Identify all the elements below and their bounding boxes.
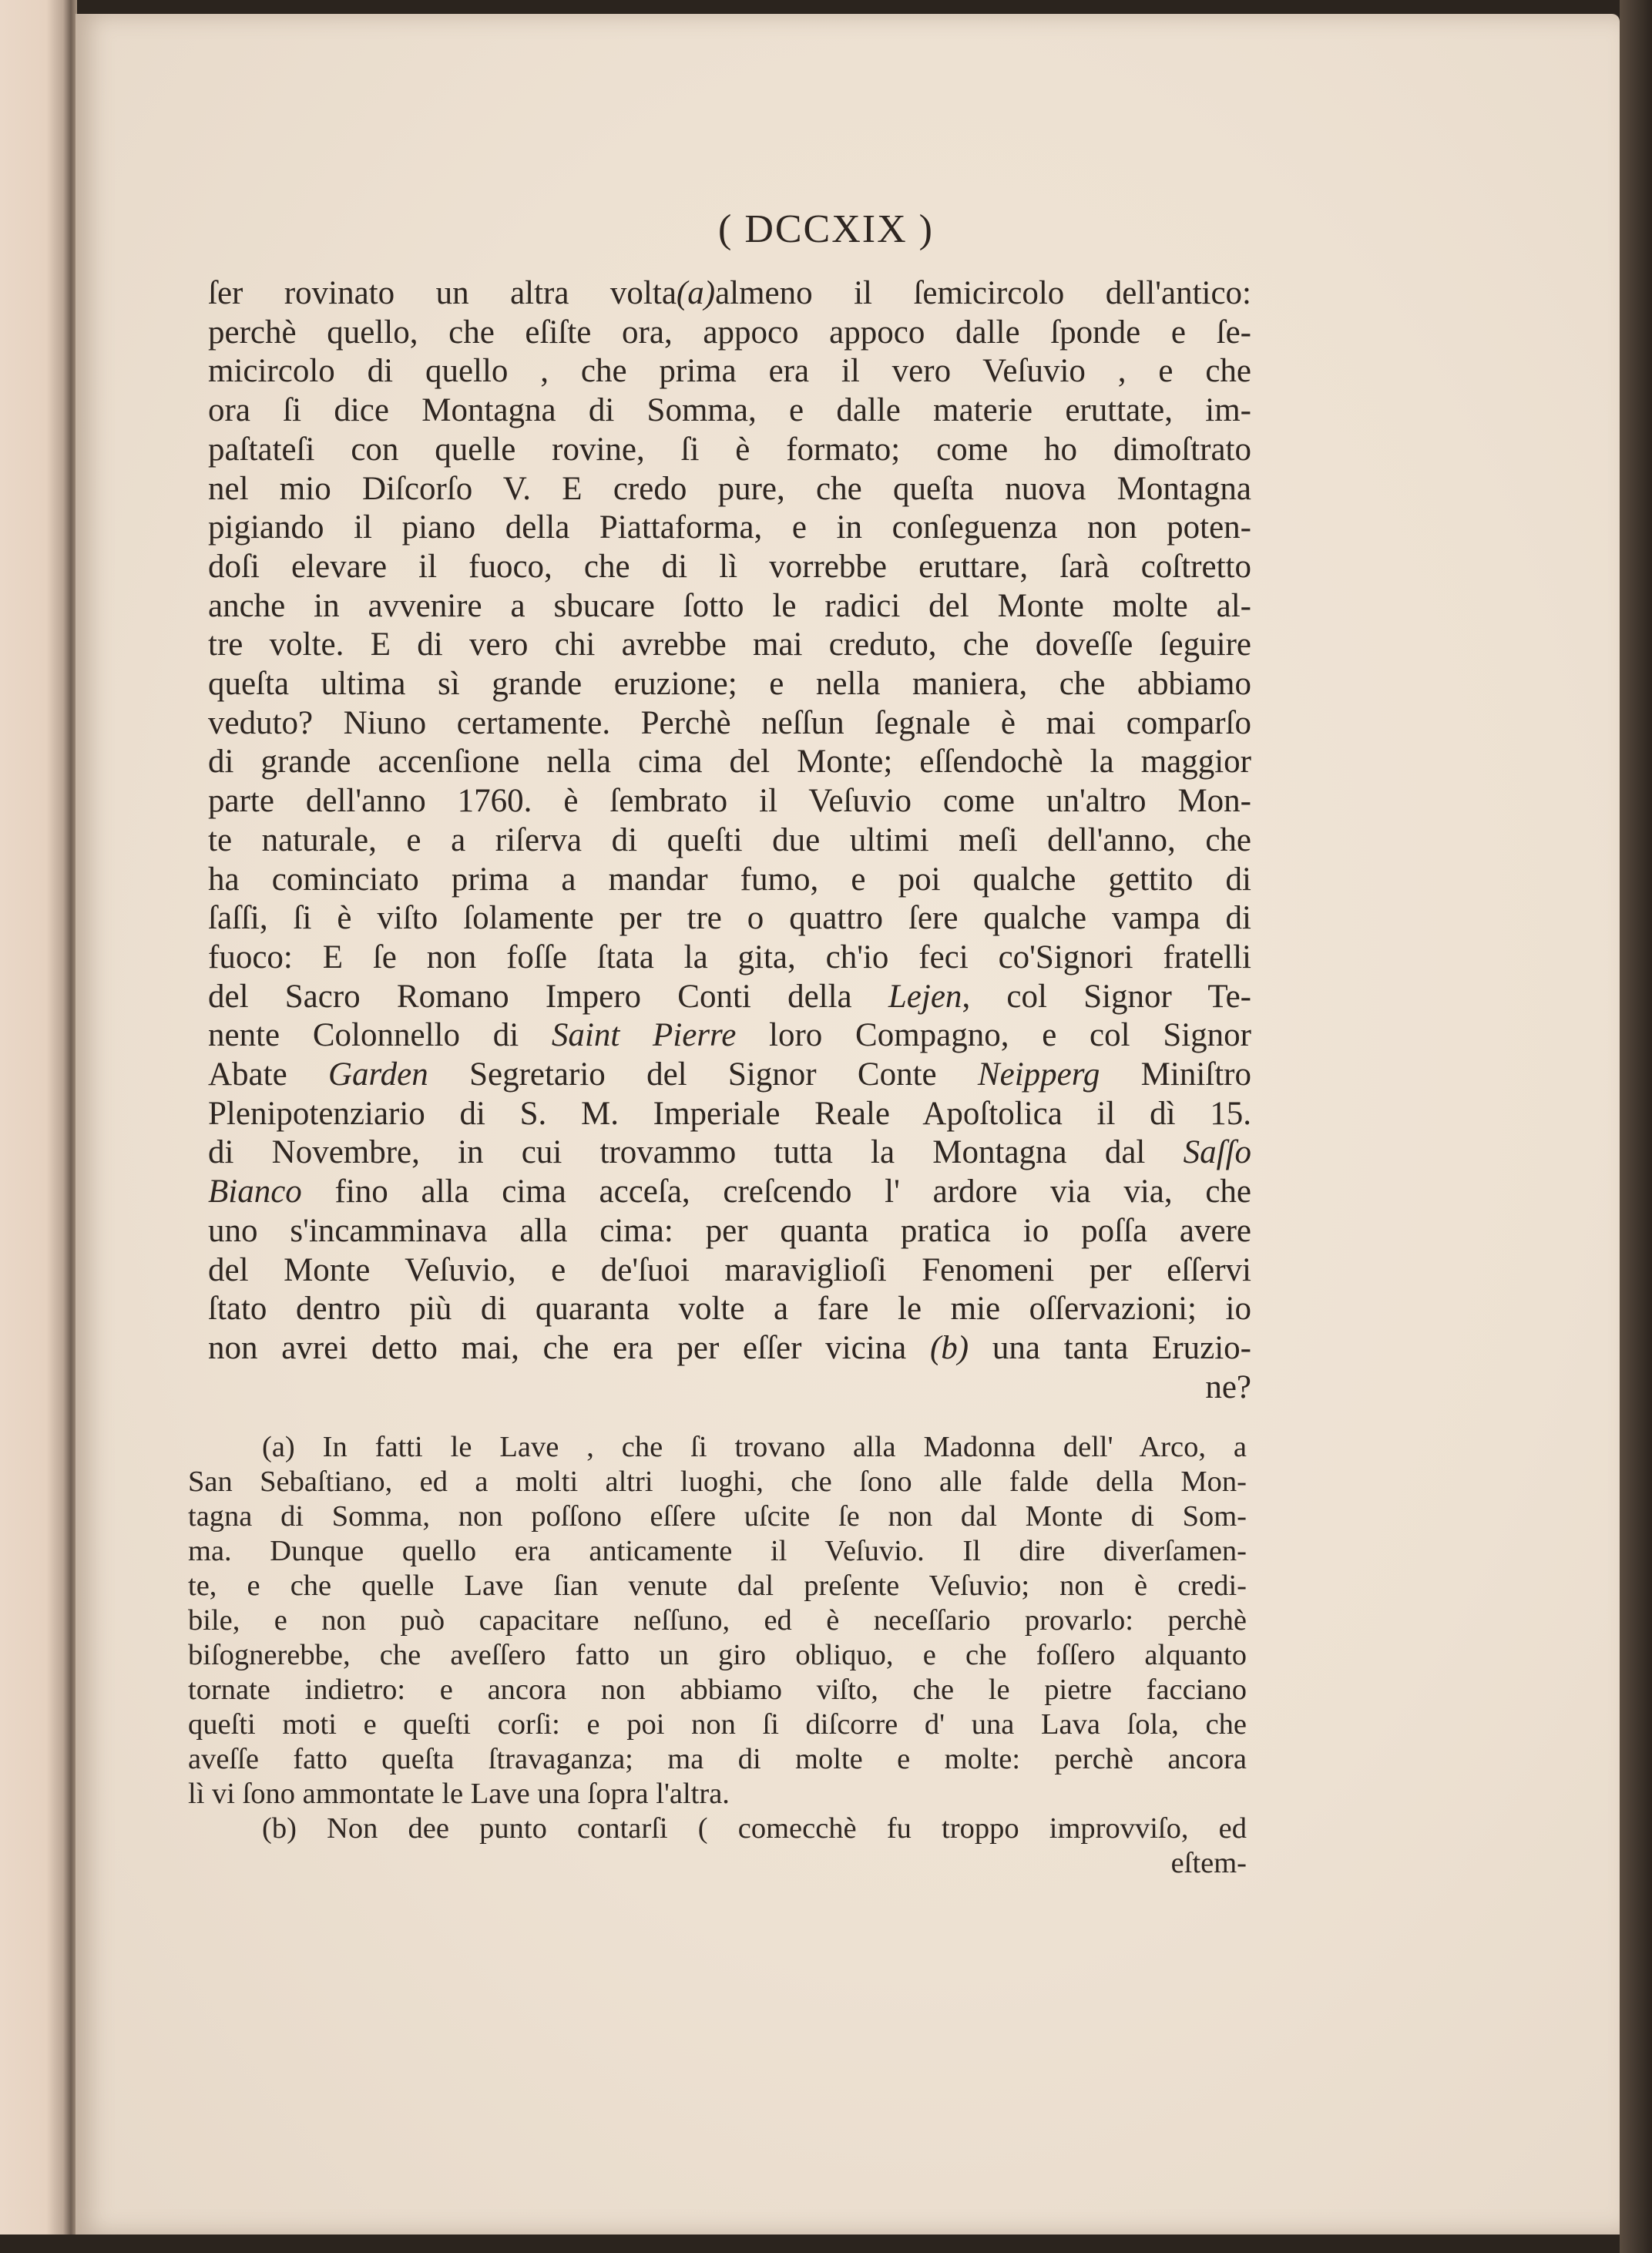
text-run: anche in avvenire a sbucare ſotto le radici del Monte molte al- bbox=[208, 587, 1251, 624]
text-run: Segretario del Signor Conte bbox=[428, 1056, 978, 1093]
left-page-edge bbox=[0, 0, 77, 2235]
text-run: ne? bbox=[1205, 1368, 1251, 1405]
text-run: doſi elevare il fuoco, che di lì vorrebbe eruttare, ſarà coſtretto bbox=[208, 548, 1251, 585]
text-run: ha cominciato prima a mandar fumo, e poi qualche gettito di bbox=[208, 861, 1251, 898]
body-line bbox=[208, 1251, 1251, 1291]
text-run: ſtato dentro più di quaranta volte a fare le mie oſſervazioni; io bbox=[208, 1291, 1251, 1328]
text-run: (b) Non dee punto contarſi ( comecchè fu troppo improvviſo, ed bbox=[262, 1812, 1247, 1845]
footnote-line bbox=[188, 1673, 1247, 1707]
text-run: pigiando il piano della Piattaforma, e in conſeguenza non poten- bbox=[208, 509, 1251, 546]
text-run: parte dell'anno 1760. è ſembrato il Veſuvio come un'altro Mon- bbox=[208, 783, 1251, 820]
italic-text: (b) bbox=[929, 1329, 969, 1366]
text-run: veduto? Niuno certamente. Perchè neſſun ſegnale è mai comparſo bbox=[208, 704, 1251, 741]
body-line bbox=[208, 1212, 1251, 1251]
text-run: micircolo di quello , che prima era il vero Veſuvio , e che bbox=[208, 353, 1251, 390]
footnote-line bbox=[188, 1707, 1247, 1742]
text-run: queſti moti e queſti corſi: e poi non ſi diſcorre d' una Lava ſola, che bbox=[188, 1708, 1247, 1741]
text-run: eſtem- bbox=[1170, 1847, 1247, 1879]
text-run: del Sacro Romano Impero Conti della bbox=[208, 978, 888, 1015]
text-run: non avrei detto mai, che era per eſſer vicina bbox=[208, 1329, 930, 1366]
text-run: ora ſi dice Montagna di Somma, e dalle materie eruttate, im- bbox=[208, 392, 1251, 429]
body-line bbox=[208, 352, 1251, 391]
text-run: bile, e non può capacitare neſſuno, ed è neceſſario provarlo: perchè bbox=[188, 1604, 1247, 1637]
text-run: ſer rovinato un altra volta bbox=[208, 275, 677, 311]
text-run: del Monte Veſuvio, e de'ſuoi maraviglioſi Fenomeni per eſſervi bbox=[208, 1251, 1251, 1288]
body-line bbox=[208, 431, 1251, 470]
italic-text: Lejen bbox=[888, 978, 962, 1015]
body-line bbox=[208, 1016, 1251, 1056]
text-run: Plenipotenziario di S. M. Imperiale Reale Apoſtolica il dì 15. bbox=[208, 1095, 1251, 1132]
text-run: biſognerebbe, che aveſſero fatto un giro obliquo, e che foſſero alquanto bbox=[188, 1639, 1247, 1671]
text-run: una tanta Eruzio- bbox=[969, 1329, 1251, 1366]
body-line bbox=[208, 665, 1251, 704]
italic-text: Bianco bbox=[208, 1174, 302, 1210]
footnote-line bbox=[188, 1465, 1247, 1499]
text-run: queſta ultima sì grande eruzione; e nella maniera, che abbiamo bbox=[208, 666, 1251, 703]
text-run: uno s'incamminava alla cima: per quanta pratica io poſſa avere bbox=[208, 1212, 1251, 1249]
text-run: Miniſtro bbox=[1100, 1056, 1252, 1093]
body-line bbox=[208, 587, 1251, 626]
text-run: perchè quello, che eſiſte ora, appoco appoco dalle ſponde e ſe- bbox=[208, 314, 1251, 351]
body-line bbox=[208, 274, 1251, 314]
body-line bbox=[208, 978, 1251, 1017]
body-line bbox=[208, 743, 1251, 782]
text-run: nente Colonnello di bbox=[208, 1017, 552, 1054]
text-run: San Sebaſtiano, ed a molti altri luoghi, che ſono alle falde della Mon- bbox=[188, 1466, 1247, 1498]
italic-text: (a) bbox=[676, 275, 716, 311]
body-line bbox=[208, 626, 1251, 665]
footnotes bbox=[188, 1430, 1247, 1881]
text-run: almeno il ſemicircolo dell'antico: bbox=[715, 275, 1251, 311]
body-line bbox=[208, 391, 1251, 431]
body-line bbox=[208, 704, 1251, 744]
text-run: tornate indietro: e ancora non abbiamo viſto, che le pietre facciano bbox=[188, 1674, 1247, 1706]
text-run: te naturale, e a riſerva di queſti due ultimi meſi dell'anno, che bbox=[208, 821, 1251, 858]
text-run: aveſſe fatto queſta ſtravaganza; ma di molte e molte: perchè ancora bbox=[188, 1743, 1247, 1775]
text-run: nel mio Diſcorſo V. E credo pure, che queſta nuova Montagna bbox=[208, 470, 1251, 507]
text-run: ma. Dunque quello era anticamente il Veſuvio. Il dire diverſamen- bbox=[188, 1535, 1247, 1567]
italic-text: Saint Pierre bbox=[551, 1017, 737, 1054]
text-run: lì vi ſono ammontate le Lave una ſopra l'altra. bbox=[188, 1778, 730, 1810]
body-line bbox=[208, 1173, 1251, 1212]
body-line bbox=[208, 1133, 1251, 1173]
text-run: tagna di Somma, non poſſono eſſere uſcite ſe non dal Monte di Som- bbox=[188, 1500, 1247, 1533]
footnote-line bbox=[188, 1499, 1247, 1534]
body-line bbox=[208, 470, 1251, 509]
text-run: di grande accenſione nella cima del Monte; eſſendochè la maggior bbox=[208, 744, 1251, 781]
footnote-line bbox=[188, 1534, 1247, 1569]
text-run: loro Compagno, e col Signor bbox=[736, 1017, 1251, 1054]
body-line bbox=[208, 782, 1251, 821]
text-run: , col Signor Te- bbox=[962, 978, 1252, 1015]
footnote-line bbox=[188, 1742, 1247, 1777]
text-run: (a) In fatti le Lave , che ſi trovano alla Madonna dell' Arco, a bbox=[262, 1431, 1247, 1463]
italic-text: Neipperg bbox=[977, 1056, 1100, 1093]
footnote-line bbox=[188, 1811, 1247, 1846]
text-run: ſaſſi, ſi è viſto ſolamente per tre o quattro ſere qualche vampa di bbox=[208, 900, 1251, 937]
body-line bbox=[208, 861, 1251, 900]
text-run: fuoco: E ſe non foſſe ſtata la gita, ch'io feci co'Signori fratelli bbox=[208, 938, 1251, 975]
footnote-line bbox=[188, 1777, 1247, 1811]
footnote-line bbox=[188, 1638, 1247, 1673]
main-text bbox=[208, 274, 1251, 1407]
text-run: paſtateſi con quelle rovine, ſi è formato; come ho dimoſtrato bbox=[208, 431, 1251, 468]
footnote-line bbox=[188, 1846, 1247, 1881]
italic-text: Garden bbox=[327, 1056, 428, 1093]
body-line bbox=[208, 1290, 1251, 1329]
text-run: te, e che quelle Lave ſian venute dal preſente Veſuvio; non è credi- bbox=[188, 1570, 1247, 1602]
body-line bbox=[208, 509, 1251, 548]
body-line bbox=[208, 548, 1251, 587]
body-line bbox=[208, 899, 1251, 938]
text-run: fino alla cima acceſa, creſcendo l' ardore via via, che bbox=[301, 1174, 1251, 1210]
footnote-line bbox=[188, 1430, 1247, 1465]
footnote-line bbox=[188, 1603, 1247, 1638]
body-line bbox=[208, 1329, 1251, 1368]
text-run: tre volte. E di vero chi avrebbe mai creduto, che doveſſe ſeguire bbox=[208, 626, 1251, 663]
text-run: Abate bbox=[208, 1056, 328, 1093]
body-line bbox=[208, 1368, 1251, 1408]
page-right-edge bbox=[1620, 0, 1652, 2253]
footnote-line bbox=[188, 1569, 1247, 1603]
body-line bbox=[208, 1095, 1251, 1134]
italic-text: Saſſo bbox=[1183, 1134, 1251, 1171]
body-line bbox=[208, 938, 1251, 978]
body-line bbox=[208, 314, 1251, 353]
page-number: ( DCCXIX ) bbox=[718, 207, 934, 251]
text-run: di Novembre, in cui trovammo tutta la Montagna dal bbox=[208, 1134, 1184, 1171]
body-line bbox=[208, 1056, 1251, 1095]
body-line bbox=[208, 821, 1251, 861]
